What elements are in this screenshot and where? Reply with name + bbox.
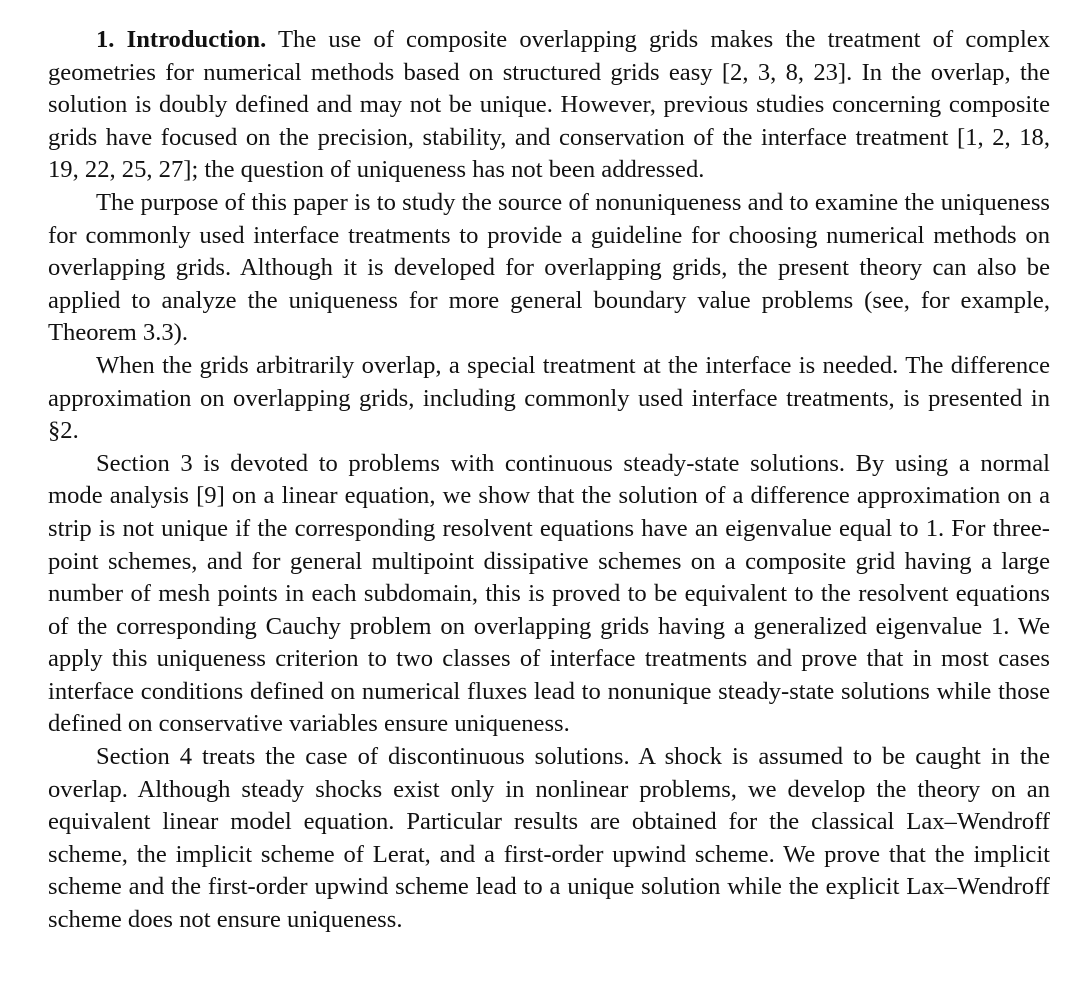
intro-paragraph-5: Section 4 treats the case of discontinuous solutions. A shock is assumed to be caught in the overlap. Although steady shocks exist only in nonlinear problems, we develop the theory on an equivalent linear model equation. Particular results are obtained for the classical Lax–Wendroff scheme, the implicit scheme of Lerat, and a first-order upwind scheme. We prove that the implicit scheme and the first-order upwind scheme lead to a unique solution while the explicit Lax–Wendroff scheme does not ensure uniqueness. <box>48 743 1050 934</box>
intro-paragraph-2: The purpose of this paper is to study the source of nonuniqueness and to examine the uniqueness for commonly used interface treatments to provide a guideline for choosing numerical methods on overlapping grids. Although it is developed for overlapping grids, the present theory can also be applied to analyze the uniqueness for more general boundary value problems (see, for example, Theorem 3.3). <box>48 188 1050 347</box>
intro-paragraph-4: Section 3 is devoted to problems with continuous steady-state solutions. By using a normal mode analysis [9] on a linear equation, we show that the solution of a difference approximation on a strip is not unique if the corresponding resolvent equations have an eigenvalue equal to 1. For three-point schemes, and for general multipoint dissipative schemes on a composite grid having a large number of mesh points in each subdomain, this is proved to be equivalent to the resolvent equations of the corresponding Cauchy problem on overlapping grids having a generalized eigenvalue 1. We apply this uniqueness criterion to two classes of interface treatments and prove that in most cases interface conditions defined on numerical fluxes lead to nonunique steady-state solutions while those defined on conservative variables ensure uniqueness. <box>48 449 1050 738</box>
intro-paragraph-1 <box>48 24 1050 187</box>
intro-paragraph-1-text: The use of composite overlapping grids makes the treatment of complex geometries for numerical methods based on structured grids easy [2, 3, 8, 23]. In the overlap, the solution is doubly defined and may not be unique. However, previous studies concerning composite grids have focused on the precision, stability, and conservation of the interface treatment [1, 2, 18, 19, 22, 25, 27]; the question of uniqueness has not been addressed. <box>48 26 1051 184</box>
intro-paragraph-3: When the grids arbitrarily overlap, a special treatment at the interface is needed. The difference approximation on overlapping grids, including commonly used interface treatments, is presented in §2. <box>48 351 1050 445</box>
paper-page <box>48 24 1050 937</box>
section-heading: 1. Introduction. <box>96 26 267 53</box>
